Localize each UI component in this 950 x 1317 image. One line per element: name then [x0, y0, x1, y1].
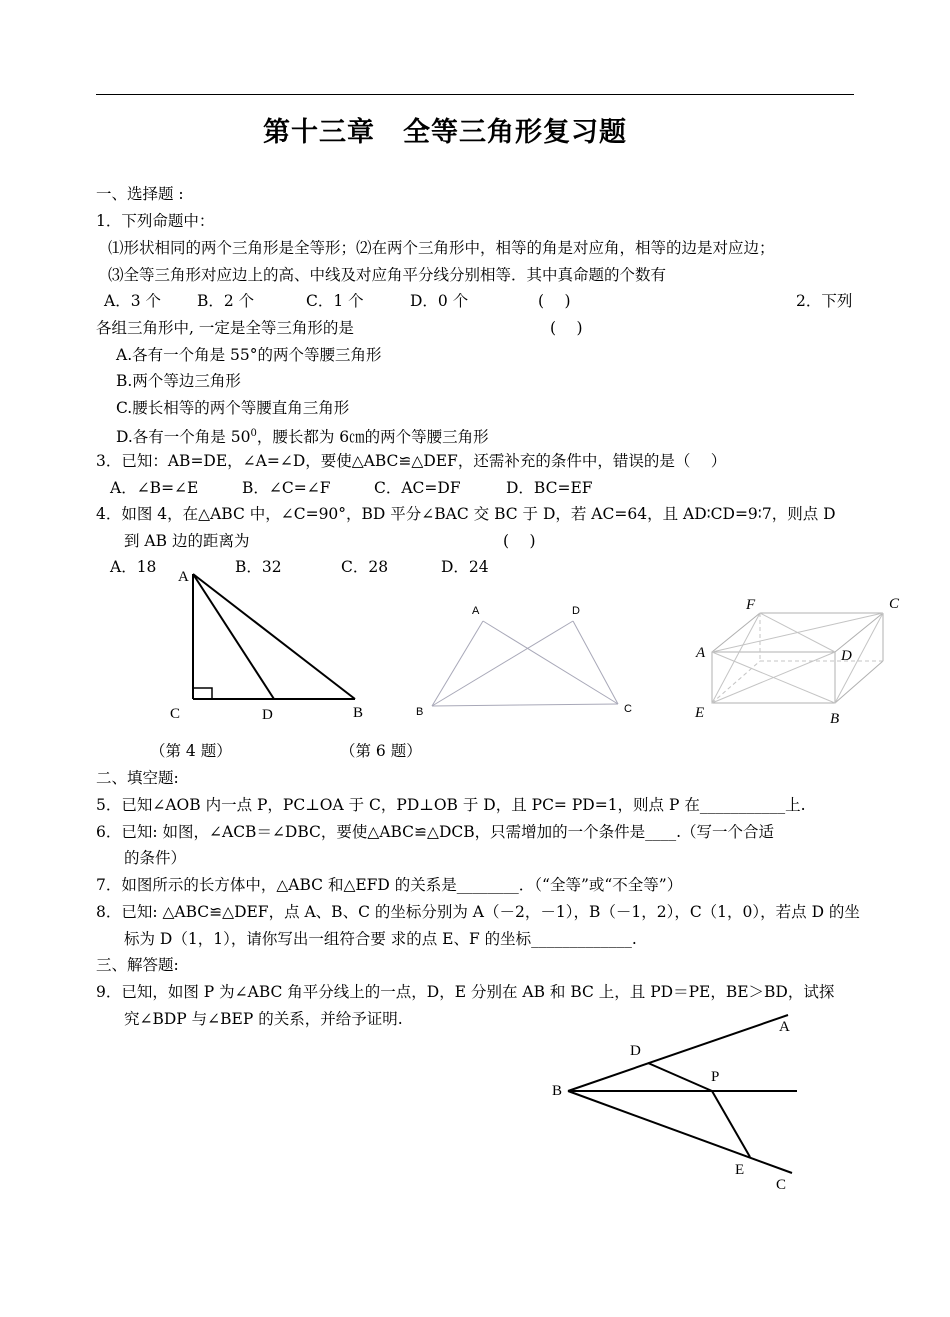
q9-line-2: 究∠BDP 与∠BEP 的关系，并给予证明.: [124, 1010, 403, 1028]
q3-option-b: B．∠C=∠F: [242, 479, 331, 497]
q6-line-2: 的条件）: [124, 849, 187, 867]
q4-option-d: D．24: [441, 558, 489, 576]
fig6-side-bc: [432, 704, 618, 706]
q9-line-1: 9．已知，如图 P 为∠ABC 角平分线上的一点，D，E 分别在 AB 和 BC 上，且 PD＝PE，BE＞BD，试探: [96, 983, 835, 1001]
fig6-label-b: B: [416, 706, 424, 718]
fig9-ray-bc: [568, 1091, 792, 1173]
fig7-label-b: B: [830, 711, 840, 727]
fig6-label-d: D: [572, 605, 580, 617]
q7-text: 7．如图所示的长方体中，△ABC 和△EFD 的关系是________．（“全等”或“不全等”）: [96, 876, 683, 894]
figure-q7: [690, 590, 910, 735]
q2-number: 2．下列: [796, 292, 853, 310]
fig7-segment-fd: [760, 613, 835, 652]
q3-option-a: A．∠B=∠E: [110, 479, 199, 497]
figure-q4: [160, 560, 380, 730]
q1-stem: 1．下列命题中：: [96, 212, 215, 230]
q4-option-c: C．28: [341, 558, 389, 576]
q3-stem: 3．已知：AB=DE，∠A=∠D，要使△ABC≌△DEF，还需补充的条件中，错误的是（ ）: [96, 452, 727, 470]
q2-option-d: [116, 424, 489, 447]
fig6-side-dc: [573, 621, 618, 704]
fig7-label-c: C: [889, 596, 900, 612]
fig9-label-p: P: [711, 1069, 720, 1085]
fig7-segment-fe: [712, 613, 760, 703]
q6-line-1: 6．已知: 如图，∠ACB＝∠DBC，要使△ABC≌△DCB，只需增加的一个条件是____.（写一个合适: [96, 823, 775, 841]
q3-option-d: D．BC=EF: [506, 479, 593, 497]
fig9-label-b: B: [552, 1083, 563, 1099]
q2-option-b: B.两个等边三角形: [116, 372, 241, 390]
q2-stem: 各组三角形中, 一定是全等三角形的是: [96, 319, 354, 337]
fig6-caption: （第 6 题）: [340, 742, 422, 760]
fig6-label-a: A: [472, 605, 480, 617]
fig9-label-d: D: [630, 1043, 641, 1059]
q1-line-2: ⑶全等三角形对应边上的高、中线及对应角平分线分别相等．其中真命题的个数有: [108, 266, 667, 284]
q2-option-a: A.各有一个角是 55°的两个等腰三角形: [116, 346, 382, 364]
fig4-label-a: A: [178, 569, 189, 585]
fig4-right-angle-mark: [193, 688, 212, 699]
q4-stem-2: 到 AB 边的距离为: [124, 532, 250, 550]
q1-answer-paren: ( ): [538, 292, 571, 310]
fig4-label-c: C: [170, 706, 181, 722]
fig7-hidden-depth-edge: [712, 661, 760, 703]
fig9-ray-ba: [568, 1015, 788, 1091]
q4-option-b: B．32: [235, 558, 282, 576]
q2-option-d-post: ，腰长都为 6㎝的两个等腰三角形: [256, 428, 489, 447]
q2-option-d-sup: 0: [250, 428, 257, 439]
q2-answer-paren: ( ): [550, 319, 583, 337]
fig4-label-d: D: [262, 707, 273, 723]
fig9-label-c: C: [776, 1177, 787, 1193]
section-answer-heading: 三、解答题:: [96, 956, 179, 974]
section-choice-heading: 一、选择题 :: [96, 185, 184, 203]
fig4-caption: （第 4 题）: [150, 742, 232, 760]
fig9-segment-dp: [648, 1063, 712, 1091]
fig9-label-e: E: [735, 1162, 745, 1178]
fig7-label-d: D: [841, 648, 852, 664]
fig7-label-f: F: [746, 597, 756, 613]
fig4-segment-ad: [193, 574, 274, 699]
q4-stem: 4．如图 4，在△ABC 中，∠C=90°，BD 平分∠BAC 交 BC 于 D，若 AC=64，且 AD∶CD=9∶7，则点 D: [96, 505, 836, 523]
q4-option-a: A．18: [110, 558, 157, 576]
q1-option-a: A．3 个: [104, 292, 161, 310]
fig9-label-a: A: [779, 1019, 790, 1035]
q5-text: 5．已知∠AOB 内一点 P，PC⊥OA 于 C，PD⊥OB 于 D，且 PC= PD=1，则点 P 在___________上.: [96, 796, 806, 814]
q1-option-d: D．0 个: [410, 292, 469, 310]
q8-line-1: 8．已知: △ABC≌△DEF，点 A、B、C 的坐标分别为 A（－2，－1），B（－1，2），C（1，0），若点 D 的坐: [96, 903, 860, 921]
q4-answer-paren: ( ): [503, 532, 536, 550]
q1-option-c: C．1 个: [306, 292, 364, 310]
section-fill-heading: 二、填空题:: [96, 769, 179, 787]
header-rule: [96, 94, 854, 95]
figure-q9: [540, 1005, 820, 1200]
figure-q6: [410, 595, 640, 725]
fig9-segment-pe: [712, 1091, 750, 1157]
fig7-label-e: E: [695, 705, 705, 721]
q1-line-1: ⑴形状相同的两个三角形是全等形；⑵在两个三角形中，相等的角是对应角，相等的边是对应边；: [108, 239, 775, 257]
q1-option-b: B．2 个: [197, 292, 255, 310]
fig6-label-c: C: [624, 703, 632, 715]
q2-option-c: C.腰长相等的两个等腰直角三角形: [116, 399, 350, 417]
q8-line-2: 标为 D（1，1），请你写出一组符合要 求的点 E、F 的坐标_____________.: [124, 930, 637, 948]
fig7-label-a: A: [696, 645, 706, 661]
q3-option-c: C．AC=DF: [374, 479, 461, 497]
fig7-bottom-right-edge: [835, 661, 883, 703]
page-title: 第十三章 全等三角形复习题: [263, 117, 627, 148]
fig6-side-ab: [432, 621, 483, 706]
q2-option-d-pre: D.各有一个角是 50: [116, 428, 251, 447]
fig4-side-ab: [193, 574, 355, 699]
fig4-label-b: B: [353, 705, 364, 721]
